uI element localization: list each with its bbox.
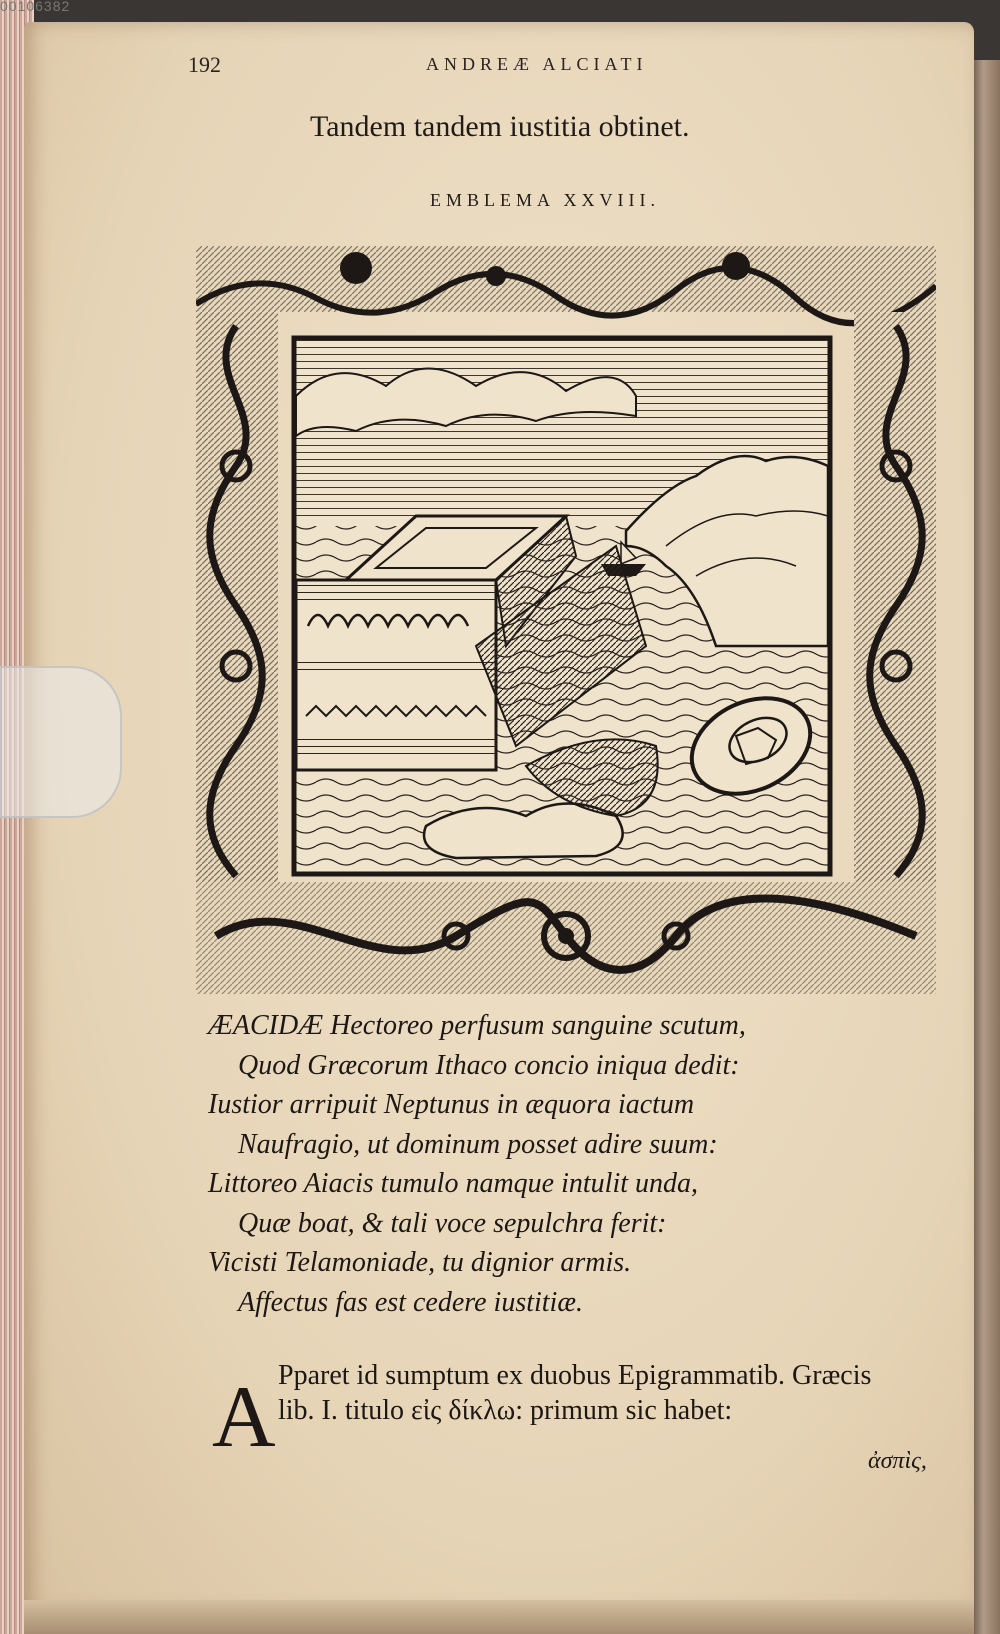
top-frieze xyxy=(196,246,936,323)
scene-picture xyxy=(294,338,830,874)
catchword: ἀσπὶς, xyxy=(868,1448,927,1474)
page-clip xyxy=(0,666,122,818)
running-head xyxy=(188,52,768,82)
woodcut-illustration xyxy=(196,246,936,994)
verse-line: ÆACIDÆ Hectoreo perfusum sanguine scutum, xyxy=(208,1010,746,1041)
verse-line: Naufragio, ut dominum posset adire suum: xyxy=(238,1128,718,1160)
verse-line: Affectus fas est cedere iustitiæ. xyxy=(238,1286,584,1318)
page-number: 192 xyxy=(188,52,221,77)
emblem-verses xyxy=(208,1006,888,1322)
bottom-frieze xyxy=(196,882,936,994)
right-border xyxy=(854,312,936,882)
verse-line: Iustior arripuit Neptunus in æquora iactum xyxy=(208,1089,695,1120)
book-bottom-edge xyxy=(24,1600,974,1634)
book-cover-edge xyxy=(972,60,1000,1634)
drop-cap: A xyxy=(212,1369,276,1466)
emblem-number: EMBLEMA XXVIII. xyxy=(430,190,660,210)
verse-line: Quæ boat, & tali voce sepulchra ferit: xyxy=(238,1207,667,1239)
left-border xyxy=(196,312,278,882)
emblem-motto: Tandem tandem iustitia obtinet. xyxy=(310,110,690,143)
commentary-line: Pparet id sumptum ex duobus Epigrammatib. Græcis xyxy=(278,1360,872,1391)
verse-line: Quod Græcorum Ithaco concio iniqua dedit: xyxy=(238,1049,740,1081)
author-heading: ANDREÆ ALCIATI xyxy=(426,54,648,74)
scan-id-label: 00106382 xyxy=(0,0,71,12)
verse-line: Littoreo Aiacis tumulo namque intulit unda, xyxy=(208,1168,698,1199)
commentary-text xyxy=(278,1358,958,1428)
verse-line: Vicisti Telamoniade, tu dignior armis. xyxy=(208,1247,632,1278)
commentary-line: lib. I. titulo εἰς δίκλω: primum sic habet: xyxy=(278,1395,733,1426)
